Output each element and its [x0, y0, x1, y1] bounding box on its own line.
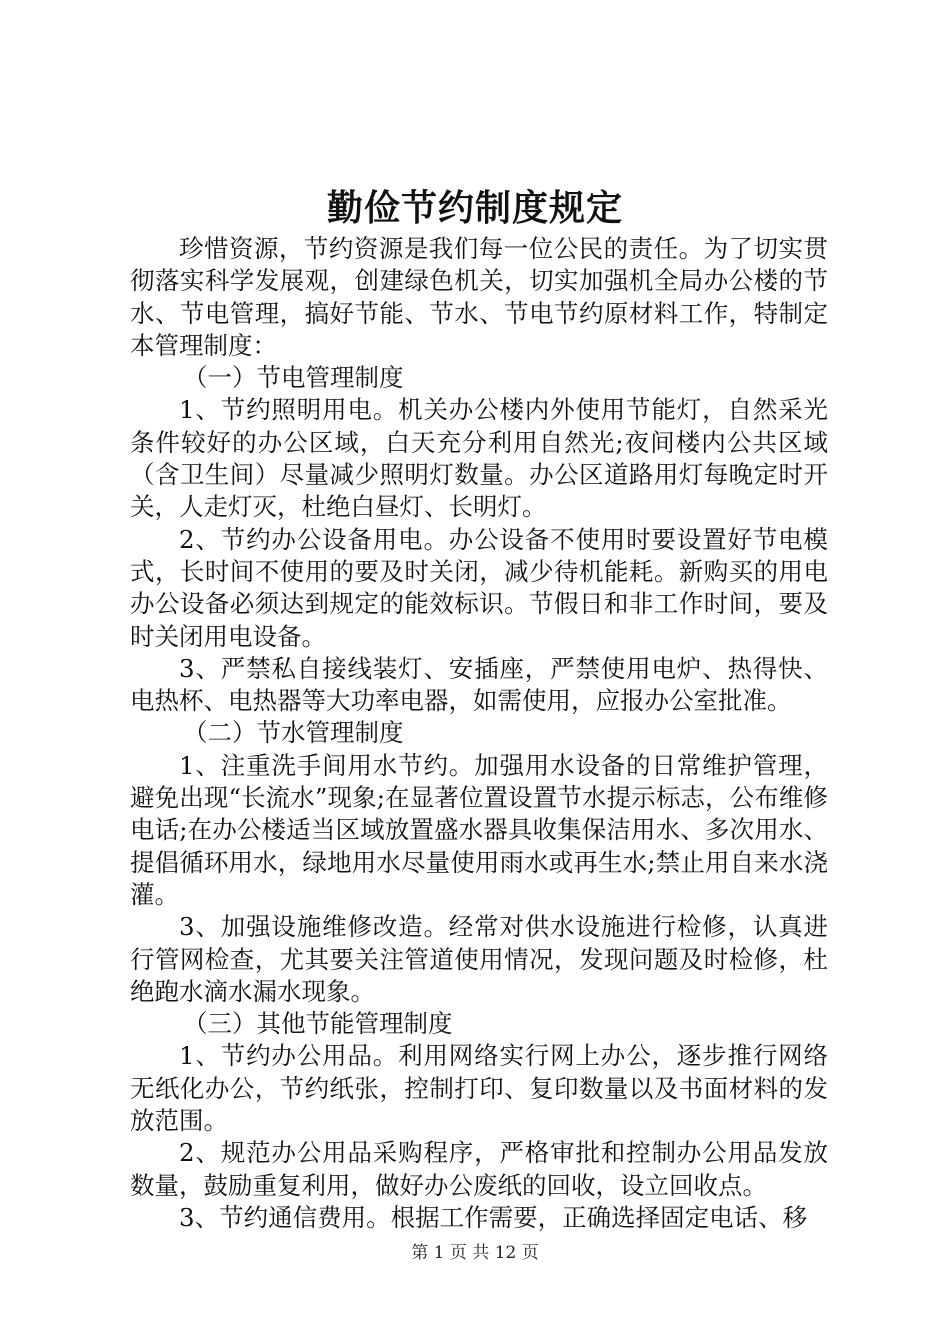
paragraph-item: 1、节约照明用电。机关办公楼内外使用节能灯，自然采光条件较好的办公区域，白天充分利用自然光;夜间楼内公共区域（含卫生间）尽量减少照明灯数量。办公区道路用灯每晚定时开关，人走灯灭，杜绝白昼灯、长明灯。: [130, 395, 828, 522]
section-heading-electricity: （一）节电管理制度: [183, 363, 404, 393]
section-heading-other: （三）其他节能管理制度: [183, 1009, 453, 1039]
document-title: 勤俭节约制度规定: [326, 187, 623, 229]
paragraph-item: 2、节约办公设备用电。办公设备不使用时要设置好节电模式，长时间不使用的要及时关闭，减少待机能耗。新购买的用电办公设备必须达到规定的能效标识。节假日和非工作时间，要及时关闭用电设备。: [130, 524, 828, 651]
page-number-footer: 第 1 页 共 12 页: [411, 1243, 539, 1263]
paragraph-item: 2、规范办公用品采购程序，严格审批和控制办公用品发放数量，鼓励重复利用，做好办公废纸的回收，设立回收点。: [130, 1138, 828, 1200]
paragraph-item: 3、严禁私自接线装灯、安插座，严禁使用电炉、热得快、电热杯、电热器等大功率电器，如需使用，应报办公室批准。: [130, 653, 828, 716]
paragraph-item: 3、加强设施维修改造。经常对供水设施进行检修，认真进行管网检查，尤其要关注管道使用情况，发现问题及时检修，杜绝跑水滴水漏水现象。: [130, 912, 828, 1006]
intro-paragraph: 珍惜资源，节约资源是我们每一位公民的责任。为了切实贯彻落实科学发展观，创建绿色机关，切实加强机全局办公楼的节水、节电管理，搞好节能、节水、节电节约原材料工作，特制定本管理制度：: [130, 234, 828, 360]
paragraph-item: 1、节约办公用品。利用网络实行网上办公，逐步推行网络无纸化办公，节约纸张，控制打印、复印数量以及书面材料的发放范围。: [130, 1041, 828, 1136]
section-heading-water: （二）节水管理制度: [183, 718, 404, 748]
document-body: [130, 233, 828, 1234]
paragraph-item: 3、节约通信费用。根据工作需要，正确选择固定电话、移: [179, 1202, 808, 1232]
paragraph-item: 1、注重洗手间用水节约。加强用水设备的日常维护管理，避免出现“长流水”现象;在显著位置设置节水提示标志，公布维修电话;在办公楼适当区域放置盛水器具收集保洁用水、多次用水、提倡循环用水，绿地用水尽量使用雨水或再生水;禁止用自来水浇灌。: [130, 750, 828, 909]
